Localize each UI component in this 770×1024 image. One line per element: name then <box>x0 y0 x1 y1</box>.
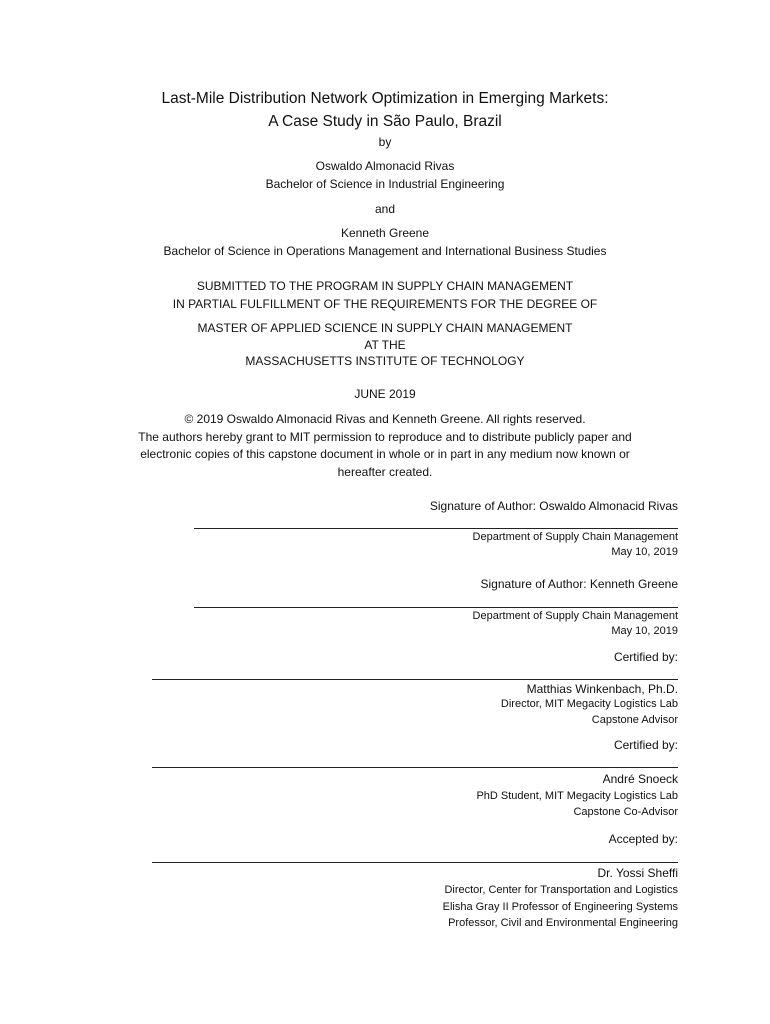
signature-1-detail-2: May 10, 2019 <box>611 546 678 558</box>
author-2-name: Kenneth Greene <box>340 226 430 240</box>
signature-2-detail-2: May 10, 2019 <box>611 625 678 637</box>
author-1-degree: Bachelor of Science in Industrial Engineering <box>265 177 505 191</box>
signature-4-heading: Certified by: <box>613 738 678 752</box>
signature-5-name: Dr. Yossi Sheffi <box>597 866 678 880</box>
signature-3-detail-2: Capstone Advisor <box>591 714 678 726</box>
signature-4-name: André Snoeck <box>602 772 678 786</box>
submission-line-4: AT THE <box>364 338 406 352</box>
signature-1-detail-1: Department of Supply Chain Management <box>472 531 678 543</box>
signature-3-name: Matthias Winkenbach, Ph.D. <box>526 682 678 696</box>
signature-2-heading: Signature of Author: Kenneth Greene <box>480 577 678 591</box>
signature-3-line <box>152 679 678 680</box>
copyright-line-2: The authors hereby grant to MIT permission to reproduce and to distribute publicly paper and <box>138 430 632 444</box>
submission-line-3: MASTER OF APPLIED SCIENCE IN SUPPLY CHAIN MANAGEMENT <box>197 321 573 335</box>
thesis-title-line-1: Last-Mile Distribution Network Optimization in Emerging Markets: <box>161 90 609 107</box>
signature-4-detail-1: PhD Student, MIT Megacity Logistics Lab <box>476 790 678 802</box>
author-2-degree: Bachelor of Science in Operations Management and International Business Studies <box>163 244 607 258</box>
signature-5-heading: Accepted by: <box>608 832 678 846</box>
submission-date: JUNE 2019 <box>354 387 416 401</box>
signature-5-detail-2: Elisha Gray II Professor of Engineering Systems <box>442 901 678 913</box>
submission-line-2: IN PARTIAL FULFILLMENT OF THE REQUIREMENTS FOR THE DEGREE OF <box>172 297 598 311</box>
by-label: by <box>378 135 392 149</box>
signature-2-detail-1: Department of Supply Chain Management <box>472 610 678 622</box>
signature-5-detail-3: Professor, Civil and Environmental Engineering <box>448 917 678 929</box>
copyright-line-3: electronic copies of this capstone document in whole or in part in any medium now known or <box>140 447 630 461</box>
signature-1-heading: Signature of Author: Oswaldo Almonacid Rivas <box>429 499 678 513</box>
signature-3-detail-1: Director, MIT Megacity Logistics Lab <box>500 698 678 710</box>
signature-1-line <box>194 528 678 529</box>
author-1-name: Oswaldo Almonacid Rivas <box>315 159 455 173</box>
submission-line-5: MASSACHUSETTS INSTITUTE OF TECHNOLOGY <box>245 354 525 368</box>
thesis-title-line-2: A Case Study in São Paulo, Brazil <box>268 113 502 130</box>
signature-5-line <box>152 862 678 863</box>
copyright-line-4: hereafter created. <box>337 465 433 479</box>
signature-4-detail-2: Capstone Co-Advisor <box>573 806 678 818</box>
signature-4-line <box>152 767 678 768</box>
signature-5-detail-1: Director, Center for Transportation and Logistics <box>444 884 678 896</box>
submission-line-1: SUBMITTED TO THE PROGRAM IN SUPPLY CHAIN MANAGEMENT <box>196 279 574 293</box>
copyright-line-1: © 2019 Oswaldo Almonacid Rivas and Kenneth Greene. All rights reserved. <box>184 412 586 426</box>
signature-2-line <box>194 607 678 608</box>
and-label: and <box>374 202 396 216</box>
signature-3-heading: Certified by: <box>613 650 678 664</box>
